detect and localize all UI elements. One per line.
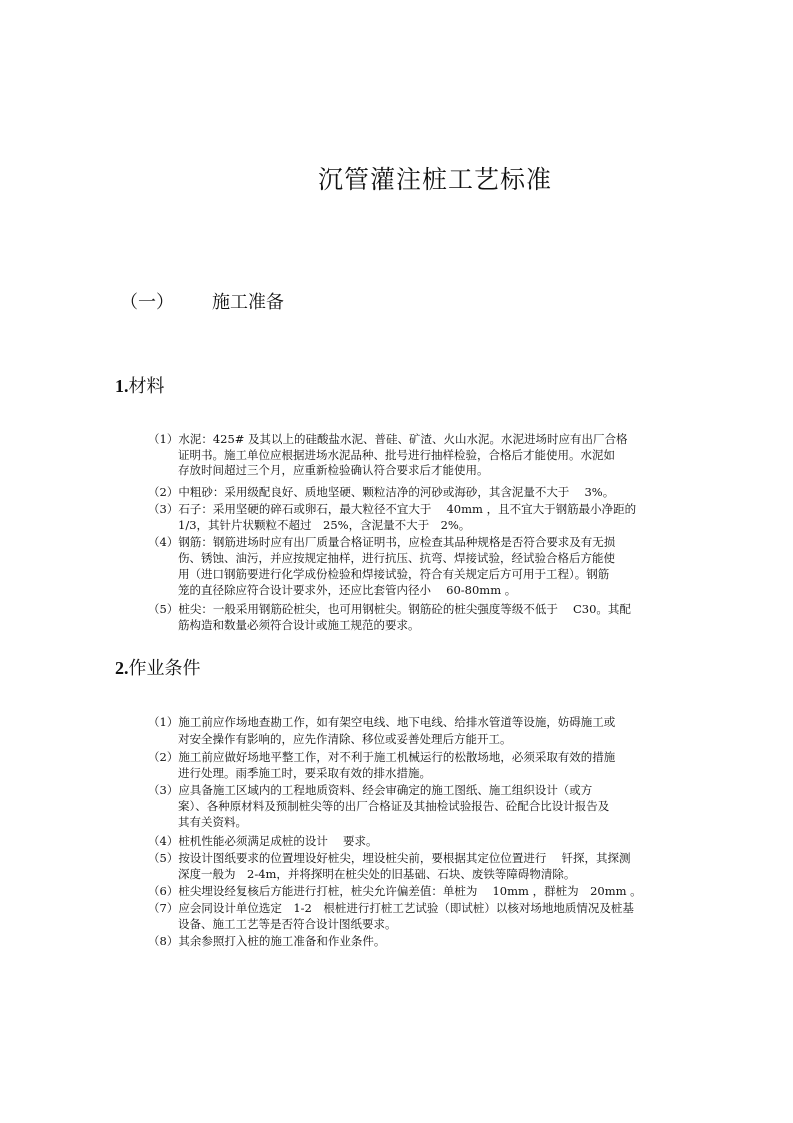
section-heading — [120, 288, 284, 314]
paragraph-line: 进行处理。雨季施工时，要采取有效的排水措施。 — [178, 766, 431, 780]
paragraph-line: （5）按设计图纸要求的位置埋设好桩尖，埋设桩尖前，要根据其定位位置进行 钎探，其探测 — [148, 851, 631, 865]
paragraph-line: 伤、锈蚀、油污，并应按规定抽样，进行抗压、抗弯、焊接试验，经试验合格后方能使 — [178, 551, 615, 565]
paragraph-line: （7）应会同设计单位选定 1-2 根桩进行打桩工艺试验（即试桩）以核对场地地质情况及桩基 — [148, 901, 634, 915]
paragraph-line: （6）桩尖埋设经复核后方能进行打桩，桩尖允许偏差值：单桩为 10mm ，群桩为 20mm 。 — [148, 884, 642, 898]
heading-conditions — [115, 654, 201, 680]
paragraph-line: （5）桩尖：一般采用钢筋砼桩尖，也可用钢桩尖。钢筋砼的桩尖强度等级不低于 C30。其配 — [148, 602, 631, 616]
paragraph-line: 深度一般为 2-4m，并将探明在桩尖处的旧基础、石块、废铁等障碍物清除。 — [178, 867, 576, 881]
document-title: 沉管灌注桩工艺标准 — [318, 165, 553, 194]
paragraph-line: 其有关资料。 — [178, 815, 247, 829]
paragraph-line: （4）桩机性能必须满足成桩的设计 要求。 — [148, 834, 378, 848]
paragraph-line: 存放时间超过三个月，应重新检验确认符合要求后才能使用。 — [178, 463, 489, 477]
section-number: （一） — [120, 292, 174, 313]
paragraph-line: 设备、施工工艺等是否符合设计图纸要求。 — [178, 917, 397, 931]
paragraph-line: （1）水泥：425# 及其以上的硅酸盐水泥、普硅、矿渣、火山水泥。水泥进场时应有出厂合格 — [148, 432, 628, 446]
paragraph-line: 对安全操作有影响的，应先作清除、移位或妥善处理后方能开工。 — [178, 732, 512, 746]
paragraph-line: （4）钢筋：钢筋进场时应有出厂质量合格证明书，应检查其品种规格是否符合要求及有无损 — [148, 535, 616, 549]
paragraph-line: （1）施工前应作场地查勘工作，如有架空电线、地下电线、给排水管道等设施，妨碍施工或 — [148, 715, 616, 729]
paragraph-line: 证明书。施工单位应根据进场水泥品种、批号进行抽样检验，合格后才能使用。水泥如 — [178, 448, 615, 462]
paragraph-line: 笼的直径除应符合设计要求外，还应比套管内径小 60-80mm 。 — [178, 583, 517, 597]
section-label: 施工准备 — [212, 292, 284, 313]
heading-number: 1. — [115, 376, 129, 396]
heading-number: 2. — [115, 658, 129, 678]
paragraph-line: 筋构造和数量必须符合设计或施工规范的要求。 — [178, 618, 420, 632]
paragraph-line: 用（进口钢筋要进行化学成份检验和焊接试验，符合有关规定后方可用于工程）。钢筋 — [178, 567, 610, 581]
paragraph-line: 案）、各种原材料及预制桩尖等的出厂合格证及其抽检试验报告、砼配合比设计报告及 — [178, 799, 610, 813]
paragraph-line: （3）石子：采用坚硬的碎石或卵石，最大粒径不宜大于 40mm ，且不宜大于钢筋最小净距的 — [148, 502, 637, 516]
paragraph-line: （8）其余参照打入桩的施工准备和作业条件。 — [148, 934, 386, 948]
heading-text: 材料 — [128, 376, 165, 397]
heading-text: 作业条件 — [128, 658, 201, 679]
paragraph-line: （2）施工前应做好场地平整工作，对不利于施工机械运行的松散场地，必须采取有效的措施 — [148, 750, 616, 764]
paragraph-line: （2）中粗砂：采用级配良好、质地坚硬、颗粒洁净的河砂或海砂，其含泥量不大于 3%。 — [148, 485, 615, 499]
paragraph-line: 1/3，其针片状颗粒不超过 25%，含泥量不大于 2%。 — [178, 518, 471, 532]
paragraph-line: （3）应具备施工区域内的工程地质资料、经会审确定的施工图纸、施工组织设计（或方 — [148, 783, 593, 797]
heading-materials — [115, 372, 165, 398]
